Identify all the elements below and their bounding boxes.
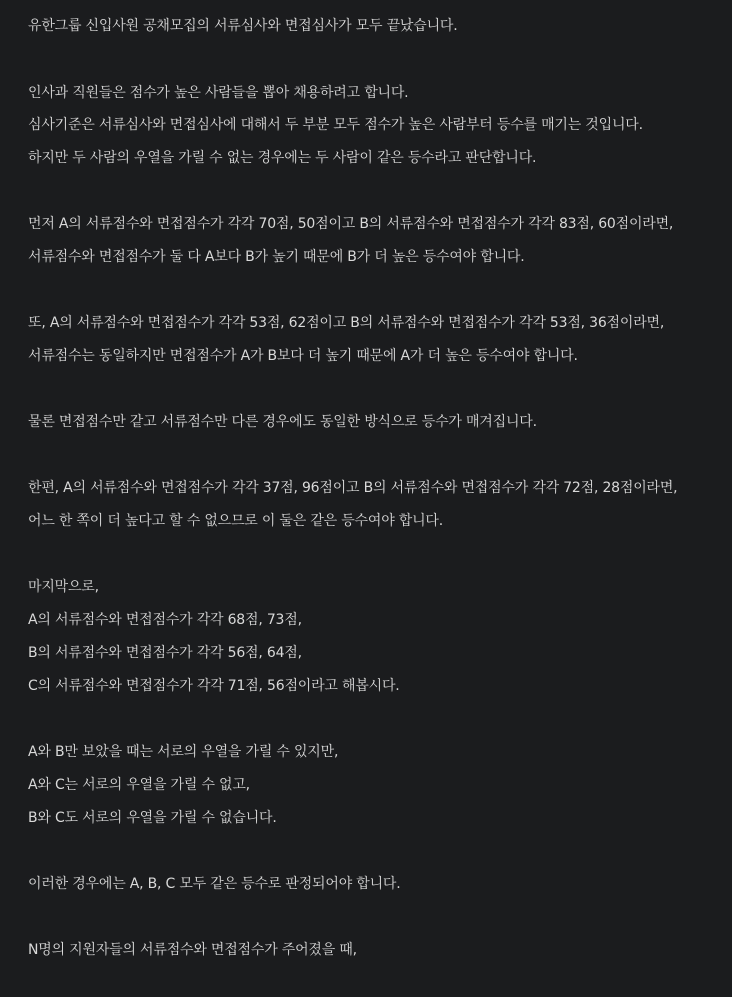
paragraph-line: 물론 면접점수만 같고 서류점수만 다른 경우에도 동일한 방식으로 등수가 매겨집니다. [28,414,537,430]
paragraph-line: 어느 한 쪽이 더 높다고 할 수 없으므로 이 둘은 같은 등수여야 합니다. [28,513,443,529]
paragraph-line: B와 C도 서로의 우열을 가릴 수 없습니다. [28,810,277,826]
paragraph-line: 이러한 경우에는 A, B, C 모두 같은 등수로 판정되어야 합니다. [28,876,401,892]
paragraph-line: N명의 지원자들의 서류점수와 면접점수가 주어졌을 때, [28,942,357,958]
paragraph-line: A의 서류점수와 면접점수가 각각 68점, 73점, [28,612,302,628]
paragraph-line: 하지만 두 사람의 우열을 가릴 수 없는 경우에는 두 사람이 같은 등수라고 판단합니다. [28,150,537,166]
paragraph-line: A와 B만 보았을 때는 서로의 우열을 가릴 수 있지만, [28,744,339,760]
paragraph-line: C의 서류점수와 면접점수가 각각 71점, 56점이라고 해봅시다. [28,678,400,694]
paragraph-line: A와 C는 서로의 우열을 가릴 수 없고, [28,777,250,793]
paragraph-line: 서류점수와 면접점수가 둘 다 A보다 B가 높기 때문에 B가 더 높은 등수여야 합니다. [28,249,525,265]
paragraph-line: 유한그룹 신입사원 공채모집의 서류심사와 면접심사가 모두 끝났습니다. [28,18,458,34]
paragraph-line: 서류점수는 동일하지만 면접점수가 A가 B보다 더 높기 때문에 A가 더 높은 등수여야 합니다. [28,348,578,364]
paragraph-line: 마지막으로, [28,579,99,595]
paragraph-line: B의 서류점수와 면접점수가 각각 56점, 64점, [28,645,302,661]
paragraph-line: 심사기준은 서류심사와 면접심사에 대해서 두 부분 모두 점수가 높은 사람부터 등수를 매기는 것입니다. [28,117,643,133]
paragraph-line: 한편, A의 서류점수와 면접점수가 각각 37점, 96점이고 B의 서류점수와 면접점수가 각각 72점, 28점이라면, [28,480,678,496]
paragraph-line: 먼저 A의 서류점수와 면접점수가 각각 70점, 50점이고 B의 서류점수와 면접점수가 각각 83점, 60점이라면, [28,216,674,232]
paragraph-line: 또, A의 서류점수와 면접점수가 각각 53점, 62점이고 B의 서류점수와 면접점수가 각각 53점, 36점이라면, [28,315,665,331]
paragraph-line: 인사과 직원들은 점수가 높은 사람들을 뽑아 채용하려고 합니다. [28,85,409,101]
